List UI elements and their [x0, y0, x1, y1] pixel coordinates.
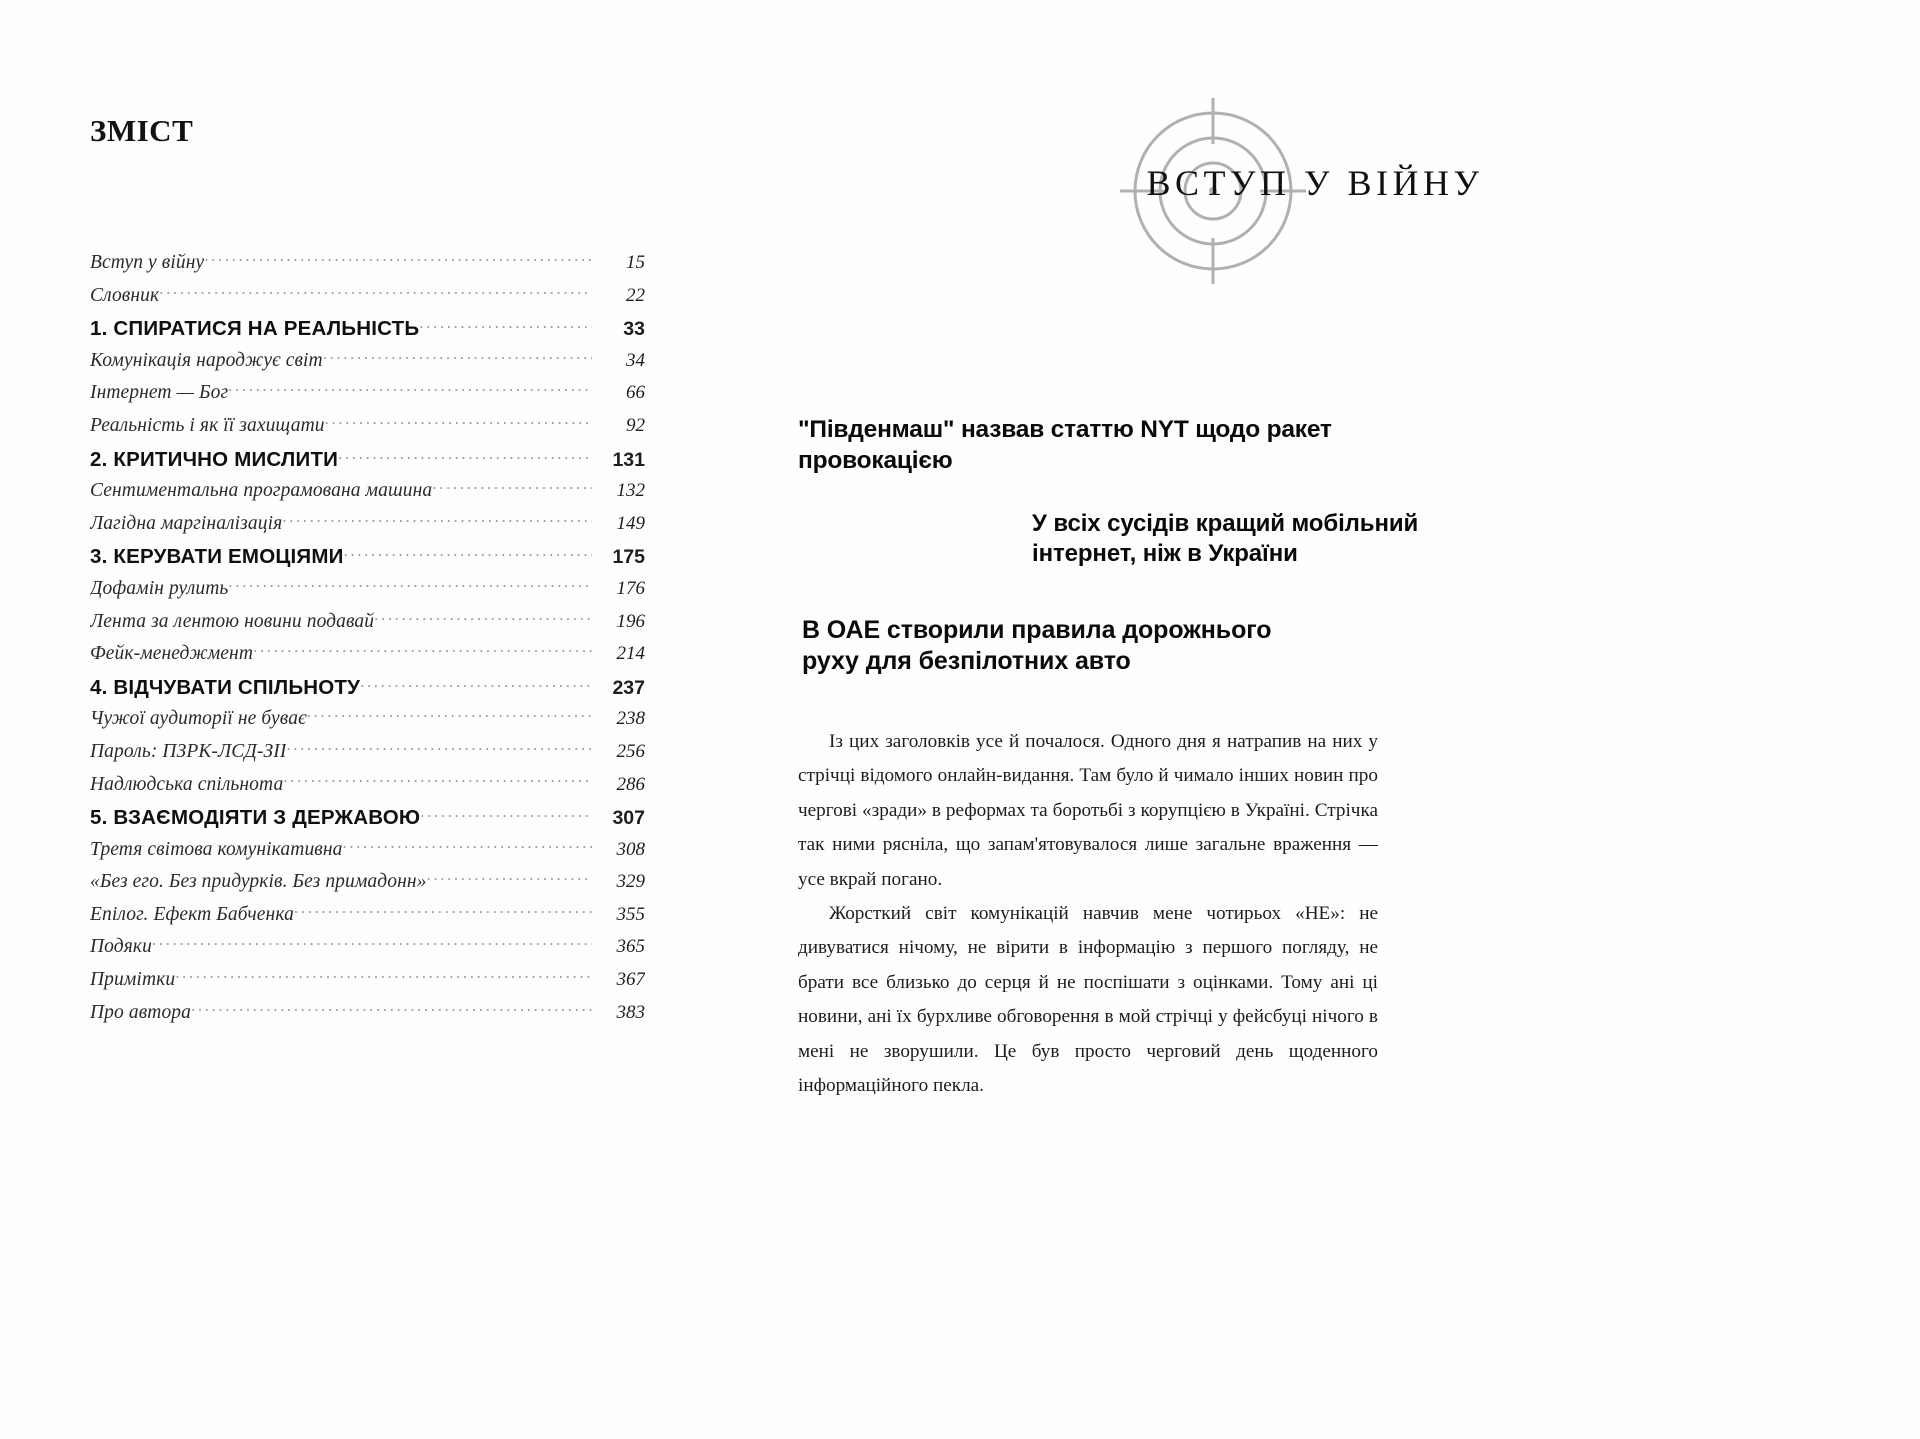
- toc-entry-page-number: 237: [612, 676, 645, 699]
- toc-entry[interactable]: [90, 969, 645, 1002]
- toc-entry-label: Вступ у війну: [90, 252, 205, 273]
- toc-leader-dots: [228, 578, 592, 594]
- news-headline: "Південмаш" назвав статтю NYT щодо ракет провокацією: [798, 416, 1332, 474]
- toc-entry-label: Надлюдська спільнота: [90, 773, 284, 795]
- toc-leader-dots: [228, 382, 592, 398]
- toc-entry-page-number: 307: [612, 807, 645, 830]
- toc-entry-page-number: 33: [623, 318, 645, 341]
- toc-entry-page-number: 286: [616, 773, 645, 795]
- toc-entry[interactable]: [90, 741, 645, 774]
- toc-entry-label: 4. ВІДЧУВАТИ СПІЛЬНОТУ: [90, 675, 361, 699]
- toc-entry-label: 2. КРИТИЧНО МИСЛИТИ: [90, 447, 339, 471]
- toc-entry-page-number: 367: [616, 969, 645, 991]
- toc-entry-page-number: 238: [616, 708, 645, 730]
- toc-entry-page-number: 66: [626, 382, 645, 404]
- toc-entry[interactable]: [90, 382, 645, 415]
- toc-leader-dots: [338, 450, 592, 466]
- toc-entry-page-number: 92: [626, 414, 645, 436]
- right-page-chapter-opener: [780, 0, 1920, 1439]
- body-paragraph: Із цих заголовків усе й почалося. Одного дня я натрапив на них у стрічці відомого онлайн-видання. Там було й чимало інших новин про чергові «зради» в реформах та боротьбі з корупцією в Україні. Стрічка так ними рясніла, що запам'ятовувалося лише загальне враження — усе вкрай погано.: [798, 731, 1378, 890]
- toc-entry-label: Чужої аудиторії не буває: [90, 708, 307, 730]
- toc-entry-label: Пароль: ПЗРК-ЛСД-ЗІІ: [90, 740, 287, 762]
- toc-entry[interactable]: [90, 708, 645, 741]
- page-title: ЗМІСТ: [90, 113, 194, 148]
- toc-entry-label: Лента за лентою новини подавай: [90, 610, 375, 632]
- toc-entry-page-number: 149: [616, 512, 645, 534]
- toc-entry[interactable]: [90, 317, 645, 350]
- toc-entry-page-number: 34: [626, 349, 645, 371]
- toc-entry-label: Словник: [90, 284, 160, 306]
- chapter-title: ВСТУП У ВІЙНУ: [1146, 163, 1484, 203]
- news-headline: В ОАЕ створили правила дорожнього руху для безпілотних авто: [802, 616, 1272, 676]
- toc-entry[interactable]: [90, 545, 645, 578]
- toc-leader-dots: [342, 839, 592, 855]
- toc-entry-label: Комунікація народжує світ: [90, 349, 323, 371]
- toc-entry[interactable]: [90, 415, 645, 448]
- toc-entry[interactable]: [90, 676, 645, 709]
- table-of-contents: [90, 252, 645, 1034]
- toc-leader-dots: [286, 741, 592, 757]
- toc-leader-dots: [282, 513, 592, 529]
- toc-entry-page-number: 175: [612, 546, 645, 569]
- toc-entry-label: 1. СПИРАТИСЯ НА РЕАЛЬНІСТЬ: [90, 317, 420, 341]
- toc-entry-label: «Без его. Без придурків. Без примадонн»: [90, 871, 427, 893]
- left-page-contents: [0, 0, 780, 1439]
- body-paragraph: Жорсткий світ комунікацій навчив мене чотирьох «НЕ»: не дивуватися нічому, не вірити в інформацію з першого погляду, не брати все близько до серця й не поспішати з оцінками. Тому ані ці новини, ані їх бурхливе обговорення в мой стрічці у фейсбуці нічого в мені не зворушили. Це був просто черговий день щоденного інформаційного пекла.: [798, 903, 1378, 1097]
- toc-leader-dots: [432, 480, 592, 496]
- toc-leader-dots: [360, 678, 592, 694]
- toc-leader-dots: [426, 871, 592, 887]
- toc-entry[interactable]: [90, 839, 645, 872]
- toc-entry[interactable]: [90, 871, 645, 904]
- toc-entry[interactable]: [90, 350, 645, 383]
- toc-entry-label: Примітки: [90, 969, 176, 991]
- toc-leader-dots: [294, 904, 592, 920]
- toc-entry[interactable]: [90, 643, 645, 676]
- toc-entry-label: Фейк-менеджмент: [90, 643, 254, 665]
- toc-entry-page-number: 383: [616, 1001, 645, 1023]
- toc-entry-label: Епілог. Ефект Бабченка: [90, 903, 294, 925]
- toc-entry-page-number: 196: [616, 610, 645, 632]
- toc-entry[interactable]: [90, 578, 645, 611]
- toc-leader-dots: [191, 1002, 592, 1018]
- toc-entry-label: Подяки: [90, 936, 152, 958]
- toc-entry[interactable]: [90, 774, 645, 807]
- toc-entry[interactable]: [90, 480, 645, 513]
- toc-entry-label: Інтернет — Бог: [90, 382, 229, 404]
- toc-entry-page-number: 308: [616, 838, 645, 860]
- toc-entry[interactable]: [90, 252, 645, 285]
- toc-leader-dots: [204, 252, 592, 268]
- toc-entry[interactable]: [90, 285, 645, 318]
- body-text: [798, 725, 1378, 1103]
- toc-entry-page-number: 365: [616, 936, 645, 958]
- toc-leader-dots: [325, 415, 592, 431]
- toc-entry-label: Дофамін рулить: [90, 577, 229, 599]
- toc-leader-dots: [175, 969, 592, 985]
- toc-entry-label: Реальність і як її захищати: [90, 414, 325, 436]
- toc-entry-label: Лагідна маргіналізація: [90, 512, 283, 534]
- toc-entry[interactable]: [90, 513, 645, 546]
- toc-leader-dots: [344, 547, 592, 563]
- toc-leader-dots: [283, 774, 592, 790]
- toc-entry[interactable]: [90, 806, 645, 839]
- toc-leader-dots: [152, 936, 592, 952]
- toc-entry-page-number: 176: [616, 577, 645, 599]
- toc-leader-dots: [323, 350, 592, 366]
- toc-entry-page-number: 132: [616, 480, 645, 502]
- toc-entry-label: 3. КЕРУВАТИ ЕМОЦІЯМИ: [90, 545, 344, 569]
- toc-leader-dots: [159, 285, 592, 301]
- toc-entry[interactable]: [90, 611, 645, 644]
- toc-leader-dots: [420, 808, 592, 824]
- toc-leader-dots: [419, 319, 592, 335]
- toc-entry-label: Сентиментальна програмована машина: [90, 480, 433, 502]
- toc-entry-page-number: 22: [626, 284, 645, 306]
- toc-entry-page-number: 15: [626, 252, 645, 273]
- news-headline: У всіх сусідів кращий мобільний інтернет, ніж в України: [1032, 510, 1419, 567]
- toc-entry[interactable]: [90, 936, 645, 969]
- toc-entry[interactable]: [90, 1002, 645, 1035]
- toc-leader-dots: [307, 708, 592, 724]
- toc-entry-page-number: 214: [616, 643, 645, 665]
- toc-leader-dots: [253, 643, 592, 659]
- toc-entry-label: Третя світова комунікативна: [90, 838, 343, 860]
- toc-leader-dots: [374, 611, 592, 627]
- toc-entry-page-number: 329: [616, 871, 645, 893]
- toc-entry[interactable]: [90, 904, 645, 937]
- toc-entry-page-number: 131: [612, 448, 645, 471]
- toc-entry-label: Про автора: [90, 1001, 192, 1023]
- toc-entry[interactable]: [90, 448, 645, 481]
- chapter-header: [780, 96, 1920, 286]
- toc-entry-page-number: 256: [616, 740, 645, 762]
- toc-entry-page-number: 355: [616, 903, 645, 925]
- toc-entry-label: 5. ВЗАЄМОДІЯТИ З ДЕРЖАВОЮ: [90, 806, 421, 830]
